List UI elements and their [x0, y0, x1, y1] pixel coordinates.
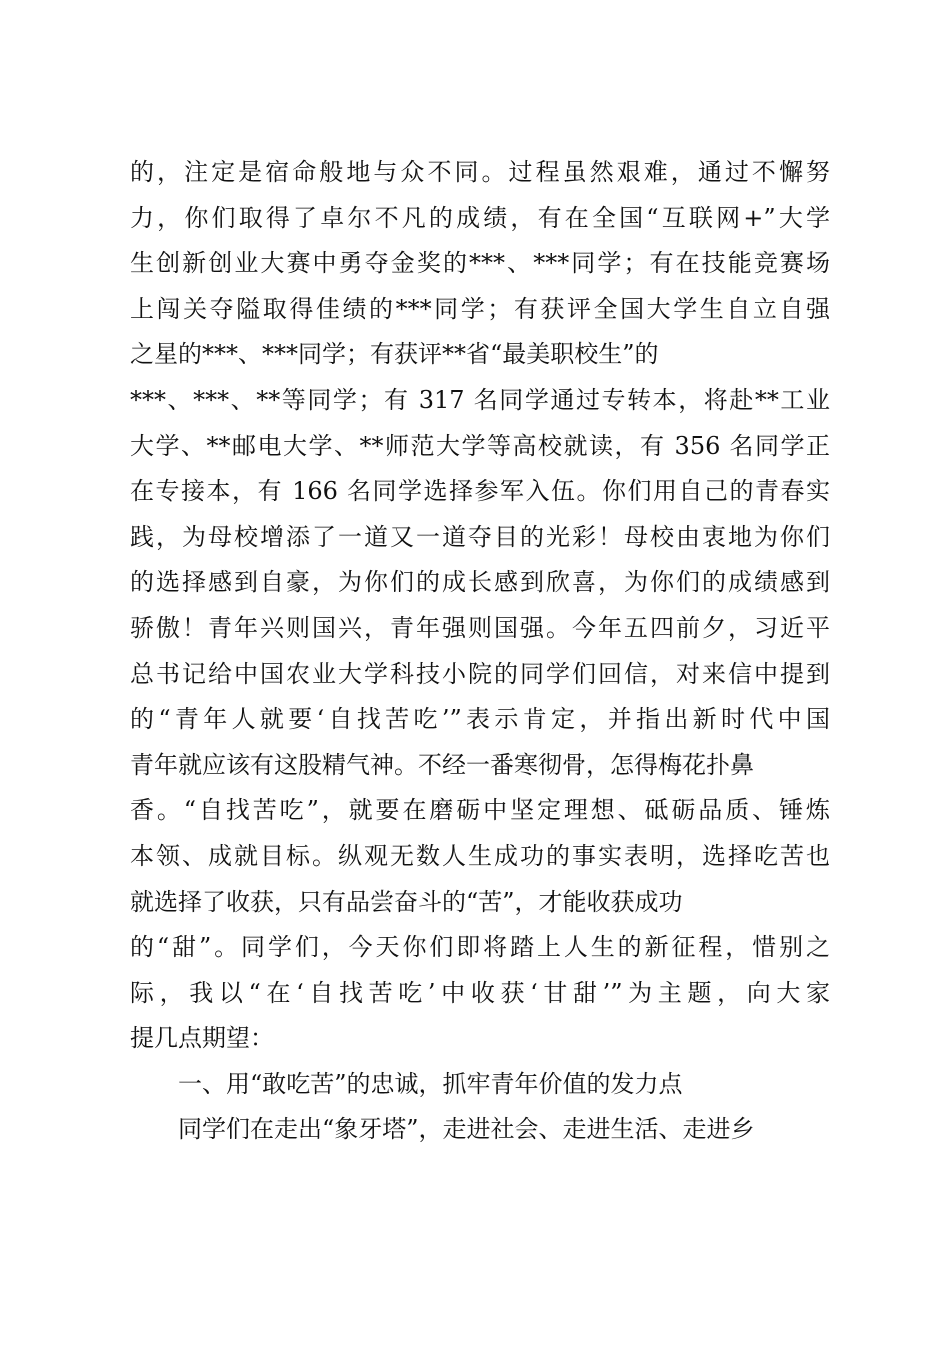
text-line: 大学、**邮电大学、**师范大学等高校就读，有 356 名同学正 [130, 431, 830, 460]
text-line: 的“青年人就要‘自找苦吃’”表示肯定，并指出新时代中国 [130, 705, 830, 734]
text-line: 践，为母校增添了一道又一道夺目的光彩！母校由衷地为你们 [130, 522, 830, 551]
document-body [130, 150, 830, 1153]
section-heading: 一、用“敢吃苦”的忠诚，抓牢青年价值的发力点 [178, 1069, 683, 1098]
text-line: 在专接本，有 166 名同学选择参军入伍。你们用自己的青春实 [130, 477, 830, 506]
text-line: 香。“自找苦吃”，就要在磨砺中坚定理想、砥砺品质、锤炼 [130, 796, 830, 825]
text-line: 之星的***、***同学；有获评**省“最美职校生”的 [130, 340, 659, 369]
text-line: 骄傲！青年兴则国兴，青年强则国强。今年五四前夕，习近平 [130, 613, 830, 642]
text-line: 的，注定是宿命般地与众不同。过程虽然艰难，通过不懈努 [130, 158, 830, 186]
text-line: 提几点期望： [130, 1024, 274, 1053]
text-line: 际，我以“在‘自找苦吃’中收获‘甘甜’”为主题，向大家 [130, 978, 830, 1007]
text-line: 青年就应该有这股精气神。不经一番寒彻骨，怎得梅花扑鼻 [130, 750, 754, 779]
text-line: 的“甜”。同学们，今天你们即将踏上人生的新征程，惜别之 [130, 933, 830, 962]
text-line: 上闯关夺隘取得佳绩的***同学；有获评全国大学生自立自强 [130, 294, 830, 323]
text-line: 就选择了收获，只有品尝奋斗的“苦”，才能收获成功 [130, 887, 683, 916]
text-line: 力，你们取得了卓尔不凡的成绩，有在全国“互联网+”大学 [130, 203, 830, 232]
text-line: 总书记给中国农业大学科技小院的同学们回信，对来信中提到 [130, 659, 830, 688]
text-line: 的选择感到自豪，为你们的成长感到欣喜，为你们的成绩感到 [130, 568, 830, 597]
text-line: 生创新创业大赛中勇夺金奖的***、***同学；有在技能竞赛场 [130, 249, 830, 278]
text-line: 本领、成就目标。纵观无数人生成功的事实表明，选择吃苦也 [130, 841, 830, 870]
text-line: ***、***、**等同学；有 317 名同学通过专转本，将赴**工业 [130, 385, 830, 414]
text-line: 同学们在走出“象牙塔”，走进社会、走进生活、走进乡 [178, 1115, 755, 1144]
